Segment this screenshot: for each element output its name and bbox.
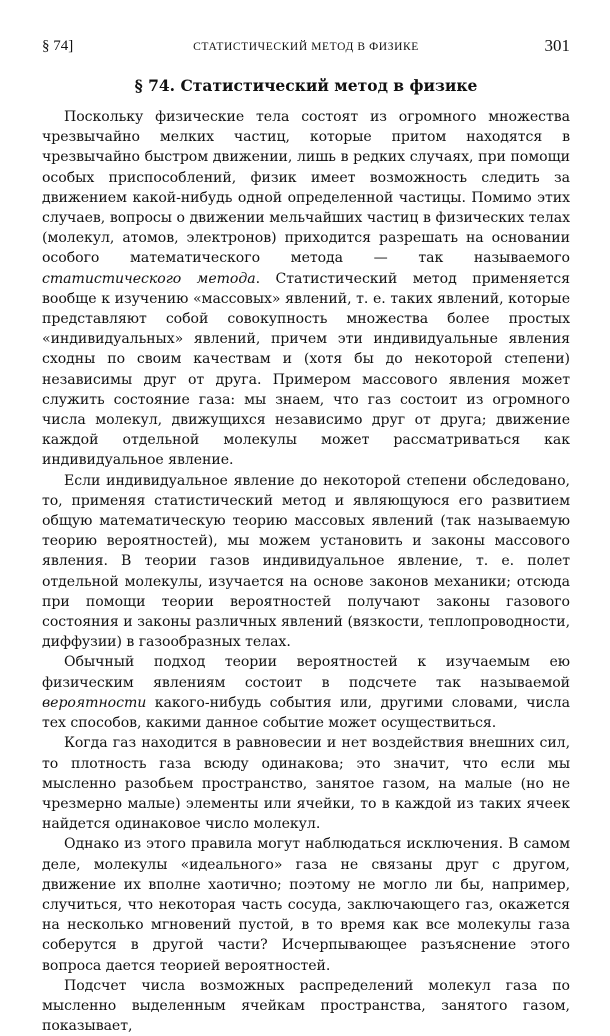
- paragraph: Подсчет числа возможных распределений молекул газа по мысленно выделенным ячейкам пространства, занятого газом, показывает,: [42, 977, 570, 1035]
- emphasis-term: вероятности: [42, 694, 147, 711]
- paragraph: Обычный подход теории вероятностей к изучаемым ею физическим явлениям состоит в подсчете так называемой вероятности какого-нибудь события или, другими словами, числа тех способов, какими данное событие может осуществиться.: [42, 654, 570, 732]
- paragraph: Когда газ находится в равновесии и нет воздействия внешних сил, то плотность газа всюду одинакова; это значит, что если мы мысленно разобьем пространство, занятое газом, на малые (но не чрезмерно малые) элементы или ячейки, то в каждой из таких ячеек найдется одинаковое число молекул.: [42, 735, 570, 833]
- section-title: § 74. Статистический метод в физике: [134, 76, 478, 95]
- emphasis-term: статистического метода: [42, 270, 256, 287]
- running-header: [42, 36, 570, 62]
- book-page: [42, 36, 570, 1036]
- page-number: 301: [544, 36, 570, 55]
- header-running-title: СТАТИСТИЧЕСКИЙ МЕТОД В ФИЗИКЕ: [193, 41, 419, 53]
- paragraph: Если индивидуальное явление до некоторой степени обследовано, то, применяя статистический метод и являющуюся его развитием общую математическую теорию массовых явлений (так называемую теорию вероятностей), мы можем установить и законы массового явления. В теории газов индивидуальное явление, т. е. полет отдельной молекулы, изучается на основе законов механики; отсюда при помощи теории вероятностей получают законы газового состояния и законы различных явлений (вязкости, теплопроводности, диффузии) в газообразных телах.: [42, 472, 570, 651]
- paragraph: Однако из этого правила могут наблюдаться исключения. В самом деле, молекулы «идеального» газа не связаны друг с другом, движение их вполне хаотично; поэтому не могло ли бы, например, случиться, что некоторая часть сосуда, заключающего газ, окажется на несколько мгновений пустой, в то время как все молекулы газа соберутся в другой части? Исчерпывающее разъяснение этого вопроса дается теорией вероятностей.: [42, 836, 570, 974]
- paragraph: Поскольку физические тела состоят из огромного множества чрезвычайно мелких частиц, которые притом находятся в чрезвычайно быстром движении, лишь в редких случаях, при помощи особых приспособлений, физик имеет возможность следить за движением какой-нибудь одной определенной частицы. Помимо этих случаев, вопросы о движении мельчайших частиц в физических телах (молекул, атомов, электронов) приходится разрешать на основании особого математического метода — так называемого статистического метода. Статистический метод применяется вообще к изучению «массовых» явлений, т. е. таких явлений, которые представляют собой совокупность множества более простых «индивидуальных» явлений, причем эти индивидуальные явления сходны по своим качествам и (хотя бы до некоторой степени) независимы друг от друга. Примером массового явления может служить состояние газа: мы знаем, что газ состоит из огромного числа молекул, движущихся независимо друг от друга; движение каждой отдельной молекулы может рассматриваться как индивидуальное явление.: [42, 109, 570, 469]
- header-section-ref: § 74]: [42, 38, 74, 54]
- body-text: [42, 107, 570, 1036]
